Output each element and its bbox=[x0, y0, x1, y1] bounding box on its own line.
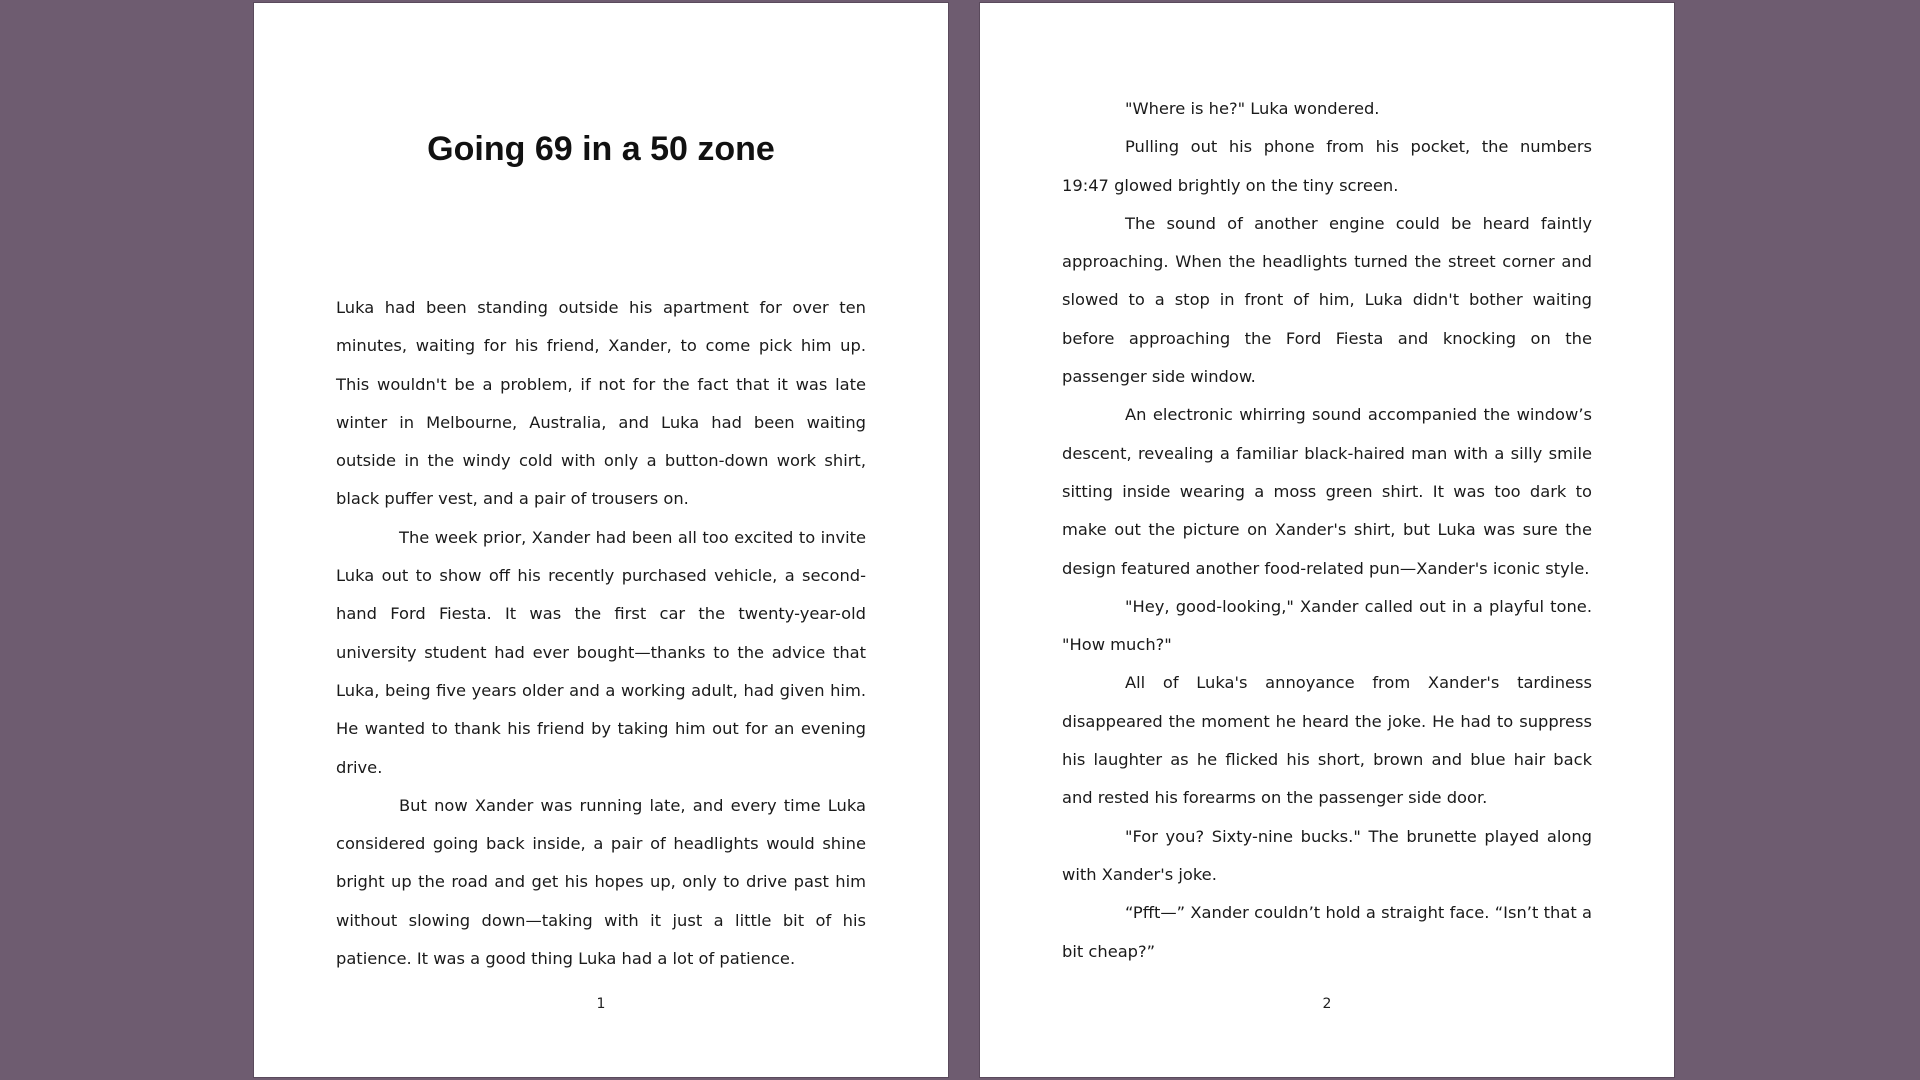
paragraph: "For you? Sixty-nine bucks." The brunette played along with Xander's joke. bbox=[1062, 826, 1592, 884]
page-number: 1 bbox=[596, 996, 606, 1012]
page-2-body bbox=[1062, 90, 1592, 971]
paragraph: The sound of another engine could be heard faintly approaching. When the headlights turned the street corner and slowed to a stop in front of him, Luka didn't bother waiting before approaching the Ford Fiesta and knocking on the passenger side window. bbox=[1062, 213, 1592, 387]
paragraph: An electronic whirring sound accompanied the window’s descent, revealing a familiar black-haired man with a silly smile sitting inside wearing a moss green shirt. It was too dark to make out the picture on Xander's shirt, but Luka was sure the design featured another food-related pun—Xander's iconic style. bbox=[1062, 405, 1592, 578]
paragraph: Luka had been standing outside his apartment for over ten minutes, waiting for his friend, Xander, to come pick him up. This wouldn't be a problem, if not for the fact that it was late winter in Melbourne, Australia, and Luka had been waiting outside in the windy cold with only a button-down work shirt, black puffer vest, and a pair of trousers on. bbox=[336, 298, 866, 509]
paragraph: "Where is he?" Luka wondered. bbox=[1125, 99, 1380, 118]
page-2 bbox=[980, 3, 1674, 1077]
paragraph: But now Xander was running late, and every time Luka considered going back inside, a pair of headlights would shine bright up the road and get his hopes up, only to drive past him without slowing down—taking with it just a little bit of his patience. It was a good thing Luka had a lot of patience. bbox=[336, 795, 866, 969]
page-1 bbox=[254, 3, 948, 1077]
paragraph: "Hey, good-looking," Xander called out in a playful tone. "How much?" bbox=[1062, 596, 1592, 655]
paragraph: Pulling out his phone from his pocket, the numbers 19:47 glowed brightly on the tiny screen. bbox=[1062, 137, 1592, 195]
paragraph: All of Luka's annoyance from Xander's tardiness disappeared the moment he heard the joke. He had to suppress his laughter as he flicked his short, brown and blue hair back and rested his forearms on the passenger side door. bbox=[1062, 673, 1592, 808]
story-title: Going 69 in a 50 zone bbox=[427, 130, 775, 168]
page-number: 2 bbox=[1322, 996, 1332, 1012]
paragraph: “Pfft—” Xander couldn’t hold a straight face. “Isn’t that a bit cheap?” bbox=[1062, 903, 1592, 961]
page-1-body bbox=[336, 289, 866, 978]
paragraph: The week prior, Xander had been all too excited to invite Luka out to show off his recently purchased vehicle, a second-hand Ford Fiesta. It was the first car the twenty-year-old university student had ever bought—thanks to the advice that Luka, being five years older and a working adult, had given him. He wanted to thank his friend by taking him out for an evening drive. bbox=[336, 527, 866, 777]
